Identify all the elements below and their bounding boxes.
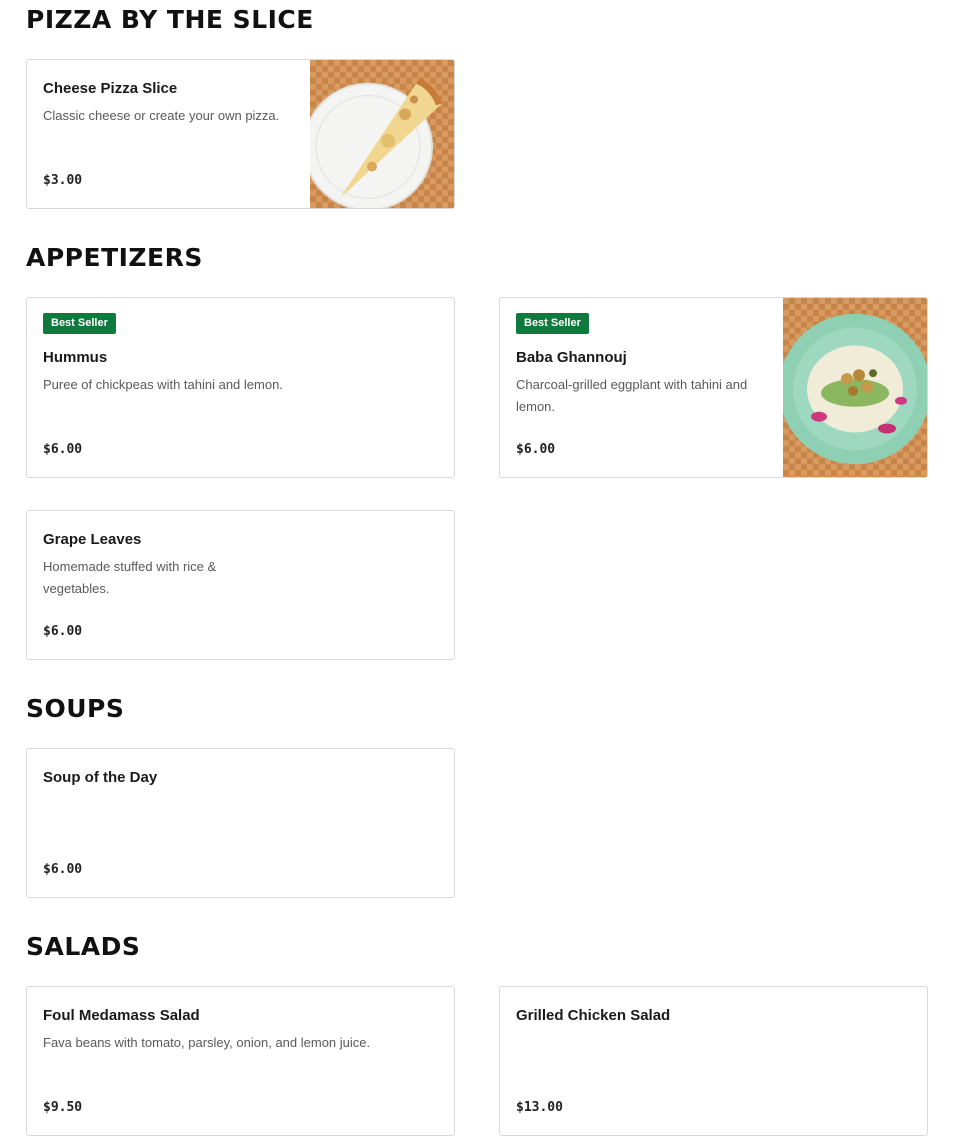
item-price: $9.50	[43, 1100, 83, 1115]
section-title-appetizers: APPETIZERS	[26, 243, 203, 272]
pizza-slice-image	[310, 60, 454, 208]
best-seller-badge: Best Seller	[516, 313, 589, 334]
item-name: Hummus	[43, 349, 108, 366]
item-name: Foul Medamass Salad	[43, 1007, 200, 1024]
menu-item-hummus[interactable]	[26, 297, 455, 478]
best-seller-badge: Best Seller	[43, 313, 116, 334]
menu-item-grape-leaves[interactable]	[26, 510, 455, 660]
baba-ghannouj-plate-image	[783, 298, 927, 477]
item-description: Charcoal-grilled eggplant with tahini and lemon.	[516, 377, 748, 414]
item-price: $6.00	[43, 624, 83, 639]
section-title-salads: SALADS	[26, 932, 141, 961]
menu-item-baba-ghannouj[interactable]	[499, 297, 928, 478]
item-name: Soup of the Day	[43, 769, 158, 786]
menu-item-grilled-chicken-salad[interactable]	[499, 986, 928, 1136]
item-name: Cheese Pizza Slice	[43, 80, 178, 97]
item-description: Fava beans with tomato, parsley, onion, and lemon juice.	[43, 1035, 371, 1050]
menu-item-cheese-pizza-slice[interactable]	[26, 59, 455, 209]
item-name: Grilled Chicken Salad	[516, 1007, 671, 1024]
item-price: $13.00	[516, 1100, 563, 1115]
item-price: $6.00	[516, 442, 556, 457]
item-description: Classic cheese or create your own pizza.	[43, 108, 280, 123]
section-title-pizza: PIZZA BY THE SLICE	[26, 5, 314, 34]
menu-item-soup-of-the-day[interactable]	[26, 748, 455, 898]
item-name: Baba Ghannouj	[516, 349, 627, 366]
item-name: Grape Leaves	[43, 531, 142, 548]
section-title-soups: SOUPS	[26, 694, 125, 723]
item-description: Puree of chickpeas with tahini and lemon.	[43, 377, 283, 392]
menu-item-foul-medamass-salad[interactable]	[26, 986, 455, 1136]
item-price: $6.00	[43, 862, 83, 877]
item-description: Homemade stuffed with rice & vegetables.	[43, 559, 217, 596]
item-price: $6.00	[43, 442, 83, 457]
item-price: $3.00	[43, 173, 83, 188]
